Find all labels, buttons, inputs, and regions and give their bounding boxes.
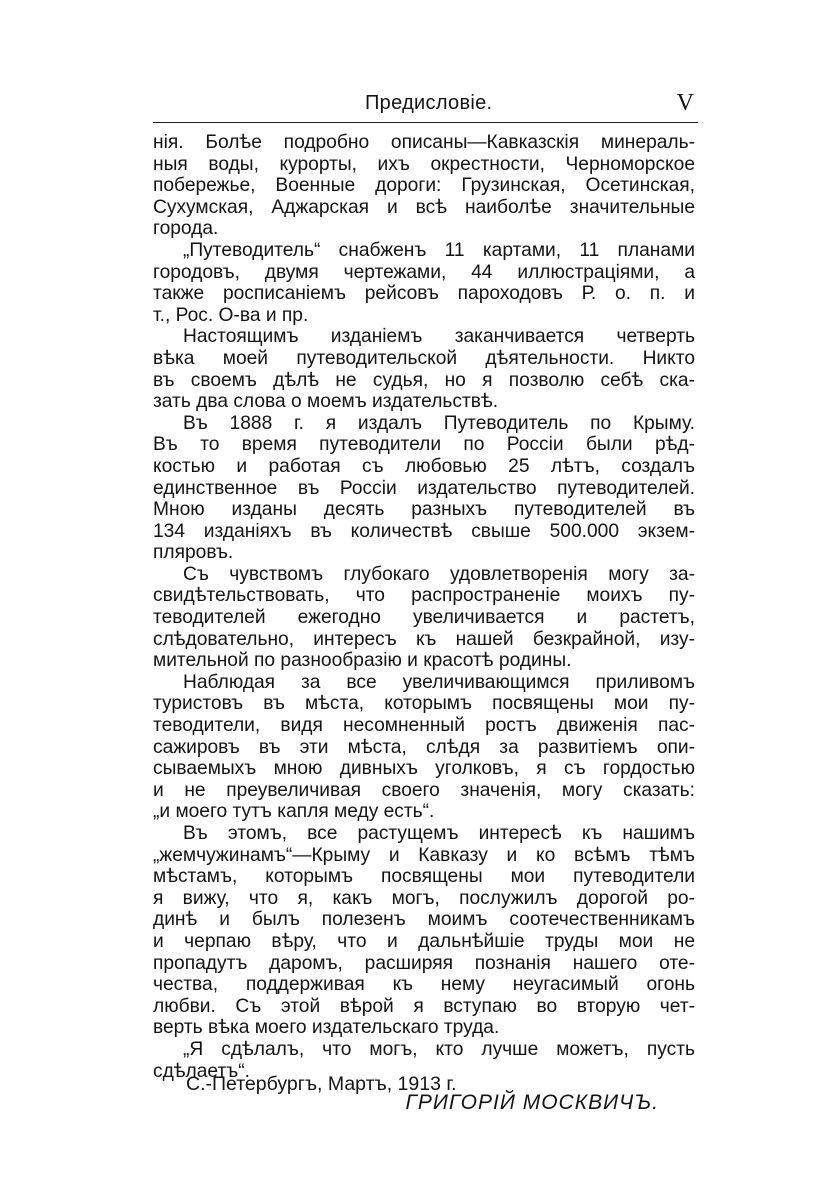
text-line: Съ чувствомъ глубокаго удовлетворенія могу за- xyxy=(183,563,695,585)
running-header xyxy=(153,90,698,123)
text-line: „Я сдѣлалъ, что могъ, кто лучше можетъ, пусть xyxy=(183,1038,695,1060)
text-line: любви. Съ этой вѣрой я вступаю во вторую чет- xyxy=(153,995,695,1017)
text-line: Въ 1888 г. я издалъ Путеводитель по Крыму. xyxy=(183,412,695,434)
paragraph xyxy=(153,240,695,326)
text-line: сываемыхъ мною дивныхъ уголковъ, я съ гордостью xyxy=(153,758,695,780)
text-line: единственное въ Россіи издательство путеводителей. xyxy=(153,477,695,499)
text-line: чества, поддерживая къ нему неугасимый огонь xyxy=(153,974,695,996)
text-line: мѣстамъ, которымъ посвящены мои путеводители xyxy=(153,866,695,888)
paragraph xyxy=(153,564,695,672)
text-line: пляровъ. xyxy=(153,542,234,564)
text-line: 134 изданіяхъ въ количествѣ свыше 500.000 экзем- xyxy=(153,520,695,542)
text-line: Наблюдая за все увеличивающимся приливомъ xyxy=(183,671,695,693)
paragraph xyxy=(153,326,695,412)
header-title: Предисловiе. xyxy=(365,92,493,114)
text-line: свидѣтельствовать, что распространеніе моихъ пу- xyxy=(153,585,695,607)
text-line: Сухумская, Аджарская и всѣ наиболѣе значительные xyxy=(153,196,695,218)
text-line: динѣ и былъ полезенъ моимъ соотечественникамъ xyxy=(153,909,695,931)
paragraph xyxy=(153,132,695,240)
text-line: пропадутъ даромъ, расширяя познанія нашего оте- xyxy=(153,952,695,974)
text-line: костью и работая съ любовью 25 лѣтъ, создалъ xyxy=(153,455,695,477)
paragraph xyxy=(153,672,695,823)
text-line: города. xyxy=(153,218,219,240)
text-line: Въ этомъ, все растущемъ интересѣ къ нашимъ xyxy=(183,823,695,844)
text-line: теводители, видя несомненный ростъ движенія пас- xyxy=(153,715,695,737)
text-line: „и моего тутъ капля меду есть“. xyxy=(153,801,435,823)
text-line: Въ то время путеводители по Россіи были рѣд- xyxy=(153,434,695,456)
text-line: я вижу, что я, какъ могъ, послужилъ дорогой ро- xyxy=(153,887,695,909)
paragraph xyxy=(153,823,695,1039)
text-line: верть вѣка моего издательскаго труда. xyxy=(153,1017,500,1039)
place-date: С.-Петербургъ, Мартъ, 1913 г. xyxy=(186,1073,457,1095)
paragraph xyxy=(153,413,695,564)
text-line: также росписаніемъ рейсовъ пароходовъ Р. о. п. и xyxy=(153,283,695,305)
text-line: теводителей ежегодно увеличивается и растетъ, xyxy=(153,607,695,629)
text-line: городовъ, двумя чертежами, 44 иллюстраціями, а xyxy=(153,261,695,283)
text-line: „Путеводитель“ снабженъ 11 картами, 11 планами xyxy=(183,239,695,261)
text-line: т., Рос. О-ва и пр. xyxy=(153,304,309,326)
text-line: въ своемъ дѣлѣ не судья, но я позволю себѣ ска- xyxy=(153,369,695,391)
text-line: зать два слова о моемъ издательствѣ. xyxy=(153,391,499,413)
text-line: побережье, Военные дороги: Грузинская, Осетинская, xyxy=(153,175,695,197)
text-line: туристовъ въ мѣста, которымъ посвящены мои пу- xyxy=(153,693,695,715)
preface-body xyxy=(153,132,695,1122)
page-number: V xyxy=(676,90,694,116)
text-line: и черпаю вѣру, что и дальнѣйшіе труды мои не xyxy=(153,930,695,952)
text-line: и не преувеличивая своего значенія, могу сказать: xyxy=(153,779,695,801)
text-line: ныя воды, курорты, ихъ окрестности, Черноморское xyxy=(153,153,695,175)
text-line: вѣка моей путеводительской дѣятельности. Никто xyxy=(153,347,695,369)
text-line: Настоящимъ изданіемъ заканчивается четверть xyxy=(183,326,695,348)
text-line: сдѣлаетъ“. xyxy=(153,1060,250,1082)
text-line: Мною изданы десять разныхъ путеводителей въ xyxy=(153,499,695,521)
text-line: слѣдовательно, интересъ къ нашей безкрайной, изу- xyxy=(153,628,695,650)
text-line: мительной по разнообразію и красотѣ родины. xyxy=(153,650,572,672)
author-signature: ГРИГОРIЙ МОСКВИЧЪ. xyxy=(405,1091,659,1115)
text-line: нія. Болѣе подробно описаны—Кавказскія минераль- xyxy=(153,132,695,153)
text-line: сажировъ въ эти мѣста, слѣдя за развитіемъ опи- xyxy=(153,736,695,758)
text-line: „жемчужинамъ“—Крыму и Кавказу и ко всѣмъ тѣмъ xyxy=(153,844,695,866)
